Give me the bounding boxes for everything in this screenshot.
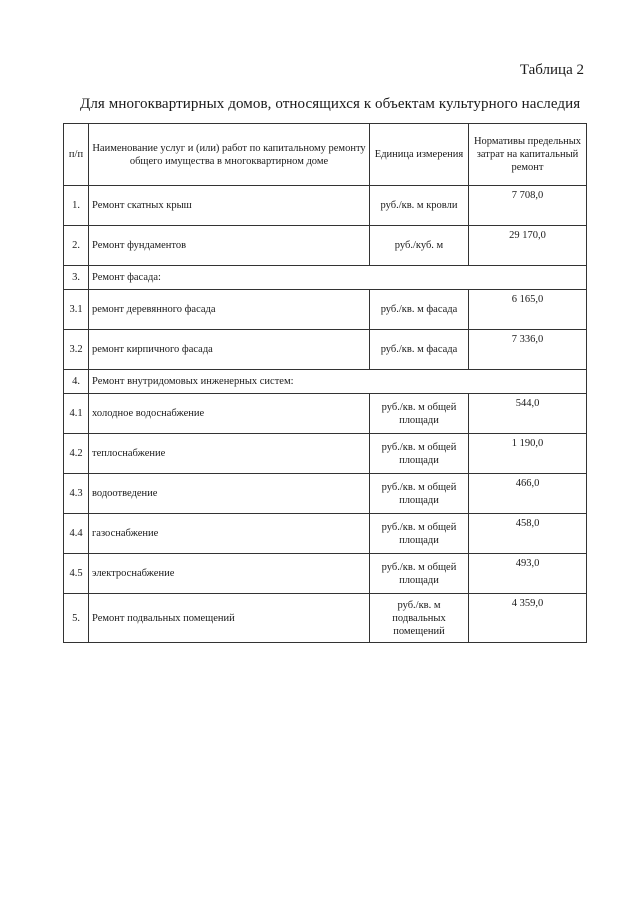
table-row bbox=[64, 290, 587, 330]
section-title: Ремонт внутридомовых инженерных систем: bbox=[89, 370, 587, 394]
table-number: Таблица 2 bbox=[519, 62, 584, 78]
row-norm: 4 359,0 bbox=[469, 594, 587, 643]
row-name: газоснабжение bbox=[89, 514, 370, 554]
table-row bbox=[64, 514, 587, 554]
table-row bbox=[64, 394, 587, 434]
row-unit: руб./кв. м подвальных помещений bbox=[370, 594, 469, 643]
row-name: Ремонт фундаментов bbox=[89, 226, 370, 266]
row-unit: руб./кв. м общей площади bbox=[370, 554, 469, 594]
row-num: 3.1 bbox=[64, 290, 89, 330]
row-name: ремонт кирпичного фасада bbox=[89, 330, 370, 370]
row-unit: руб./кв. м кровли bbox=[370, 186, 469, 226]
row-name: ремонт деревянного фасада bbox=[89, 290, 370, 330]
row-unit: руб./кв. м фасада bbox=[370, 290, 469, 330]
header-norm: Нормативы предельных затрат на капитальный ремонт bbox=[469, 124, 587, 186]
row-num: 4.1 bbox=[64, 394, 89, 434]
row-norm: 7 336,0 bbox=[469, 330, 587, 370]
header-num: п/п bbox=[64, 124, 89, 186]
row-num: 2. bbox=[64, 226, 89, 266]
row-num: 5. bbox=[64, 594, 89, 643]
row-norm: 466,0 bbox=[469, 474, 587, 514]
row-name: теплоснабжение bbox=[89, 434, 370, 474]
row-unit: руб./кв. м общей площади bbox=[370, 394, 469, 434]
document-title: Для многоквартирных домов, относящихся к объектам культурного наследия bbox=[80, 96, 581, 112]
row-name: Ремонт подвальных помещений bbox=[89, 594, 370, 643]
row-name: холодное водоснабжение bbox=[89, 394, 370, 434]
row-norm: 29 170,0 bbox=[469, 226, 587, 266]
header-unit: Единица измерения bbox=[370, 124, 469, 186]
row-norm: 458,0 bbox=[469, 514, 587, 554]
row-num: 4.5 bbox=[64, 554, 89, 594]
table-row bbox=[64, 226, 587, 266]
row-num: 4. bbox=[64, 370, 89, 394]
table-row bbox=[64, 186, 587, 226]
section-row bbox=[64, 370, 587, 394]
cost-norms-table bbox=[63, 123, 587, 643]
row-norm: 6 165,0 bbox=[469, 290, 587, 330]
row-num: 3.2 bbox=[64, 330, 89, 370]
table-row bbox=[64, 594, 587, 643]
row-unit: руб./кв. м общей площади bbox=[370, 474, 469, 514]
row-num: 3. bbox=[64, 266, 89, 290]
row-unit: руб./кв. м общей площади bbox=[370, 514, 469, 554]
row-num: 4.3 bbox=[64, 474, 89, 514]
row-norm: 1 190,0 bbox=[469, 434, 587, 474]
table-row bbox=[64, 554, 587, 594]
row-name: водоотведение bbox=[89, 474, 370, 514]
row-name: электроснабжение bbox=[89, 554, 370, 594]
row-num: 1. bbox=[64, 186, 89, 226]
header-name: Наименование услуг и (или) работ по капитальному ремонту общего имущества в многоквартирном доме bbox=[89, 124, 370, 186]
row-num: 4.4 bbox=[64, 514, 89, 554]
row-name: Ремонт скатных крыш bbox=[89, 186, 370, 226]
row-norm: 544,0 bbox=[469, 394, 587, 434]
row-unit: руб./куб. м bbox=[370, 226, 469, 266]
row-unit: руб./кв. м фасада bbox=[370, 330, 469, 370]
row-unit: руб./кв. м общей площади bbox=[370, 434, 469, 474]
table-row bbox=[64, 474, 587, 514]
row-norm: 7 708,0 bbox=[469, 186, 587, 226]
row-norm: 493,0 bbox=[469, 554, 587, 594]
row-num: 4.2 bbox=[64, 434, 89, 474]
table-header-row bbox=[64, 124, 587, 186]
table-row bbox=[64, 434, 587, 474]
section-title: Ремонт фасада: bbox=[89, 266, 587, 290]
table-row bbox=[64, 330, 587, 370]
section-row bbox=[64, 266, 587, 290]
